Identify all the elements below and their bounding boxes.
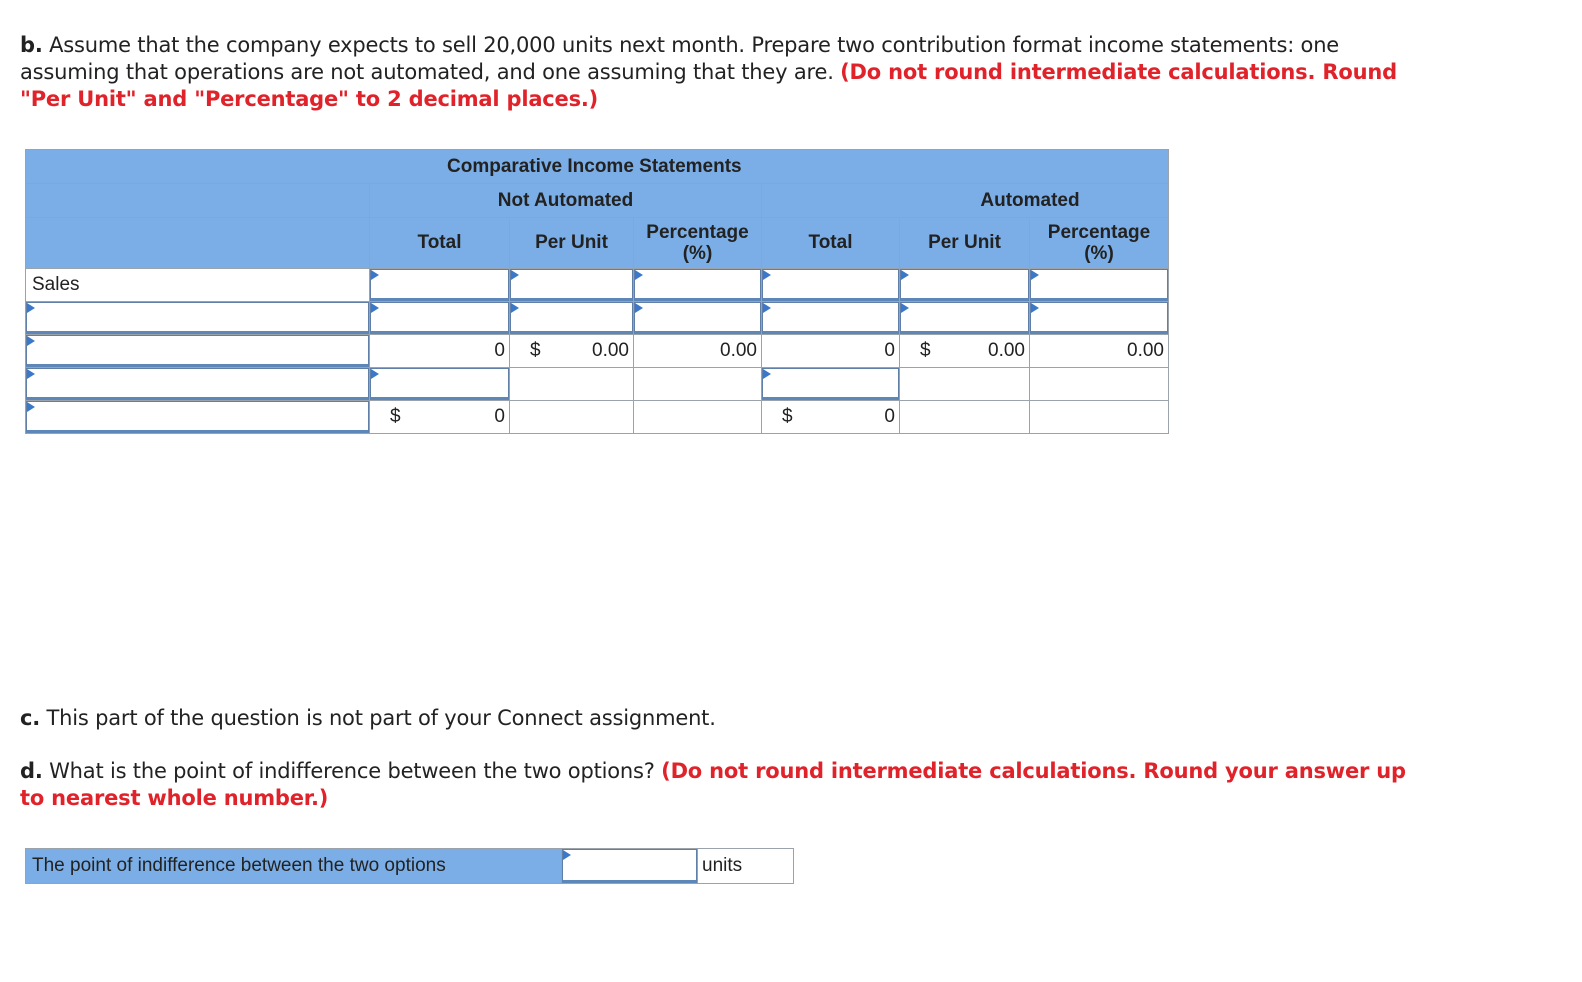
na-row4-per-unit-empty xyxy=(510,368,634,401)
part-b-letter: b. xyxy=(20,33,43,57)
a-row2-per-unit-input[interactable] xyxy=(900,302,1029,334)
col-a-percentage xyxy=(1030,218,1169,269)
part-d-letter: d. xyxy=(20,759,43,783)
col-a-percentage-line1: Percentage xyxy=(1047,222,1151,243)
row-5 xyxy=(26,401,1169,434)
na-row2-pct-input[interactable] xyxy=(634,302,761,334)
header-blank xyxy=(26,184,370,218)
row3-label-input[interactable] xyxy=(26,335,369,367)
na-row4-total-input[interactable] xyxy=(370,368,509,400)
comparative-income-statements-table xyxy=(25,149,1169,434)
a-sales-total-input[interactable] xyxy=(762,269,899,301)
col-na-percentage-line1: Percentage xyxy=(646,222,749,243)
part-d-instruction: (Do not round intermediate calculations. Round your answer up to nearest whole number.) xyxy=(20,759,1406,810)
a-row2-total-input[interactable] xyxy=(762,302,899,334)
na-row4-pct-empty xyxy=(634,368,762,401)
na-row2-per-unit-input[interactable] xyxy=(510,302,633,334)
part-b-instruction: (Do not round intermediate calculations. Round "Per Unit" and "Percentage" to 2 decimal places.) xyxy=(20,60,1397,111)
na-row5-total: 0 xyxy=(494,406,505,427)
a-row5-total-cell xyxy=(762,401,900,434)
a-row2-pct-input[interactable] xyxy=(1030,302,1168,334)
na-row5-dollar: $ xyxy=(390,406,401,427)
col-na-percentage-line2: (%) xyxy=(682,243,713,264)
row-2 xyxy=(26,302,1169,335)
na-row5-pct-empty xyxy=(634,401,762,434)
a-row5-per-unit-empty xyxy=(900,401,1030,434)
a-row3-per-unit: 0.00 xyxy=(988,340,1025,361)
na-sales-per-unit-input[interactable] xyxy=(510,269,633,301)
na-row3-per-unit: 0.00 xyxy=(592,340,629,361)
group-automated: Automated xyxy=(762,184,1169,218)
part-c-question xyxy=(20,705,1420,732)
na-sales-pct-input[interactable] xyxy=(634,269,761,301)
header-blank-2 xyxy=(26,218,370,269)
row5-label-input[interactable] xyxy=(26,401,369,433)
col-na-per-unit: Per Unit xyxy=(510,218,634,269)
a-row3-pct: 0.00 xyxy=(1030,335,1169,368)
a-sales-per-unit-input[interactable] xyxy=(900,269,1029,301)
na-row3-pct: 0.00 xyxy=(634,335,762,368)
row-sales xyxy=(26,269,1169,302)
part-b-text: Assume that the company expects to sell 20,000 units next month. Prepare two contribution format income statements: one assuming that operations are not automated, and one assuming that they are. xyxy=(20,33,1340,84)
row4-label-input[interactable] xyxy=(26,368,369,400)
col-a-percentage-line2: (%) xyxy=(1084,243,1114,264)
a-row5-total: 0 xyxy=(884,406,895,427)
part-b-question xyxy=(20,32,1420,113)
na-row5-total-cell xyxy=(370,401,510,434)
row-sales-label: Sales xyxy=(26,269,370,302)
a-row5-dollar: $ xyxy=(782,406,793,427)
na-sales-total-input[interactable] xyxy=(370,269,509,301)
group-not-automated: Not Automated xyxy=(370,184,762,218)
a-row4-total-input[interactable] xyxy=(762,368,899,400)
na-row3-per-unit-cell xyxy=(510,335,634,368)
a-sales-pct-input[interactable] xyxy=(1030,269,1168,301)
a-row3-total: 0 xyxy=(762,335,900,368)
row-3 xyxy=(26,335,1169,368)
na-row3-dollar: $ xyxy=(530,340,541,361)
a-row4-pct-empty xyxy=(1030,368,1169,401)
col-na-total: Total xyxy=(370,218,510,269)
na-row3-total: 0 xyxy=(370,335,510,368)
col-na-percentage xyxy=(634,218,762,269)
col-a-per-unit: Per Unit xyxy=(900,218,1030,269)
indifference-units: units xyxy=(698,849,794,884)
na-row2-total-input[interactable] xyxy=(370,302,509,334)
part-d-question xyxy=(20,758,1420,812)
indifference-table xyxy=(25,848,794,884)
a-row5-pct-empty xyxy=(1030,401,1169,434)
na-row5-per-unit-empty xyxy=(510,401,634,434)
a-row3-dollar: $ xyxy=(920,340,931,361)
a-row3-per-unit-cell xyxy=(900,335,1030,368)
row-4 xyxy=(26,368,1169,401)
col-a-total: Total xyxy=(762,218,900,269)
part-c-text: This part of the question is not part of your Connect assignment. xyxy=(40,706,716,730)
indifference-label: The point of indifference between the two options xyxy=(26,849,562,884)
table-title: Comparative Income Statements xyxy=(26,150,1169,184)
part-c-letter: c. xyxy=(20,706,41,730)
indifference-input[interactable] xyxy=(562,849,697,883)
a-row4-per-unit-empty xyxy=(900,368,1030,401)
part-d-text: What is the point of indifference between the two options? xyxy=(42,759,662,783)
row2-label-input[interactable] xyxy=(26,302,369,334)
